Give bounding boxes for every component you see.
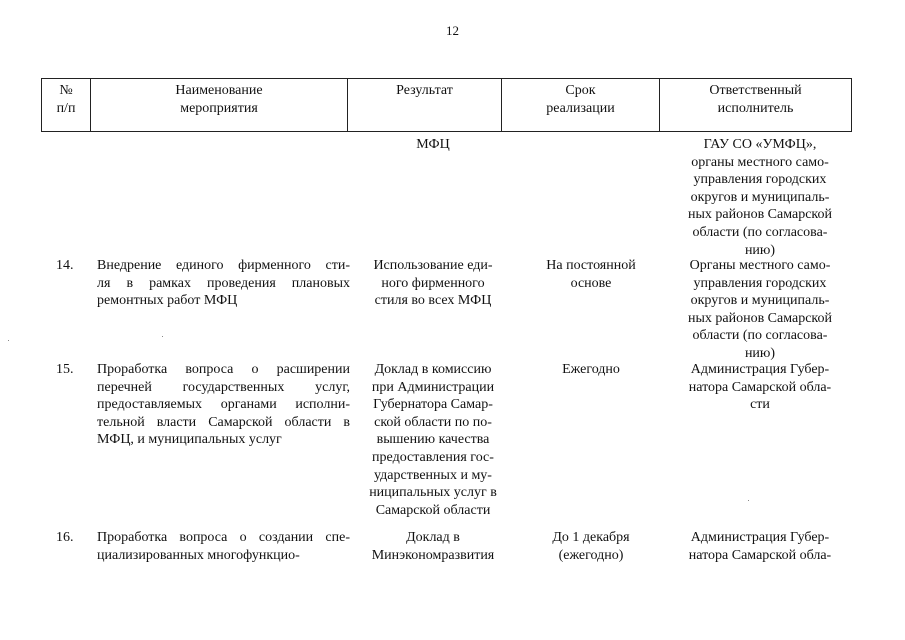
row-16-term: До 1 декабря (ежегодно)	[552, 530, 630, 563]
header-responsible	[660, 79, 852, 132]
page-number: 12	[446, 23, 459, 38]
header-name-label: Наименование мероприятия	[175, 83, 263, 116]
row-16-num: 16.	[56, 530, 74, 545]
row-14-responsible: Органы местного само- управления городских округов и муниципаль- ных районов Самарской области (по согласова- нию)	[687, 258, 833, 361]
header-result-label: Результат	[396, 83, 453, 98]
row-16-result: Доклад в Минэкономразвития	[371, 530, 495, 563]
header-num	[42, 79, 91, 132]
row-14-term: На постоянной основе	[546, 258, 636, 291]
header-name	[91, 79, 348, 132]
row-16-responsible: Администрация Губер- натора Самарской обла-	[688, 530, 832, 563]
scan-speck	[8, 340, 9, 341]
header-term-label: Срок реализации	[546, 83, 615, 116]
row-16-name: Проработка вопроса о создании спе- циализированных многофункцио-	[97, 530, 350, 563]
row-15-name: Проработка вопроса о расширении перечней государственных услуг, предоставляемых органами исполни- тельной власти Самарской области в МФЦ, и муниципальных услуг	[97, 362, 350, 448]
row-14-result: Использование еди- ного фирменного стиля во всех МФЦ	[373, 258, 493, 309]
row-15-responsible: Администрация Губер- натора Самарской обла- сти	[688, 362, 832, 413]
table-header	[41, 78, 852, 132]
scan-speck	[162, 336, 163, 337]
continued-responsible: ГАУ СО «УМФЦ», органы местного само- управления городских округов и муниципаль- ных районов Самарской области (по согласова- нию)	[687, 137, 833, 258]
header-term	[502, 79, 660, 132]
scan-speck	[748, 500, 749, 501]
row-15-term: Ежегодно	[562, 362, 620, 377]
header-responsible-label: Ответственный исполнитель	[709, 83, 802, 116]
row-14-num: 14.	[56, 258, 74, 273]
header-result	[348, 79, 502, 132]
header-num-label: № п/п	[56, 83, 76, 116]
row-15-result: Доклад в комиссию при Администрации Губернатора Самар- ской области по по- вышению качества предоставления гос- ударственных и му- ниципальных услуг в Самарской области	[369, 362, 497, 518]
continued-result: МФЦ	[416, 137, 450, 152]
row-14-name: Внедрение единого фирменного сти- ля в рамках проведения плановых ремонтных работ МФЦ	[97, 258, 350, 309]
row-15-num: 15.	[56, 362, 74, 377]
